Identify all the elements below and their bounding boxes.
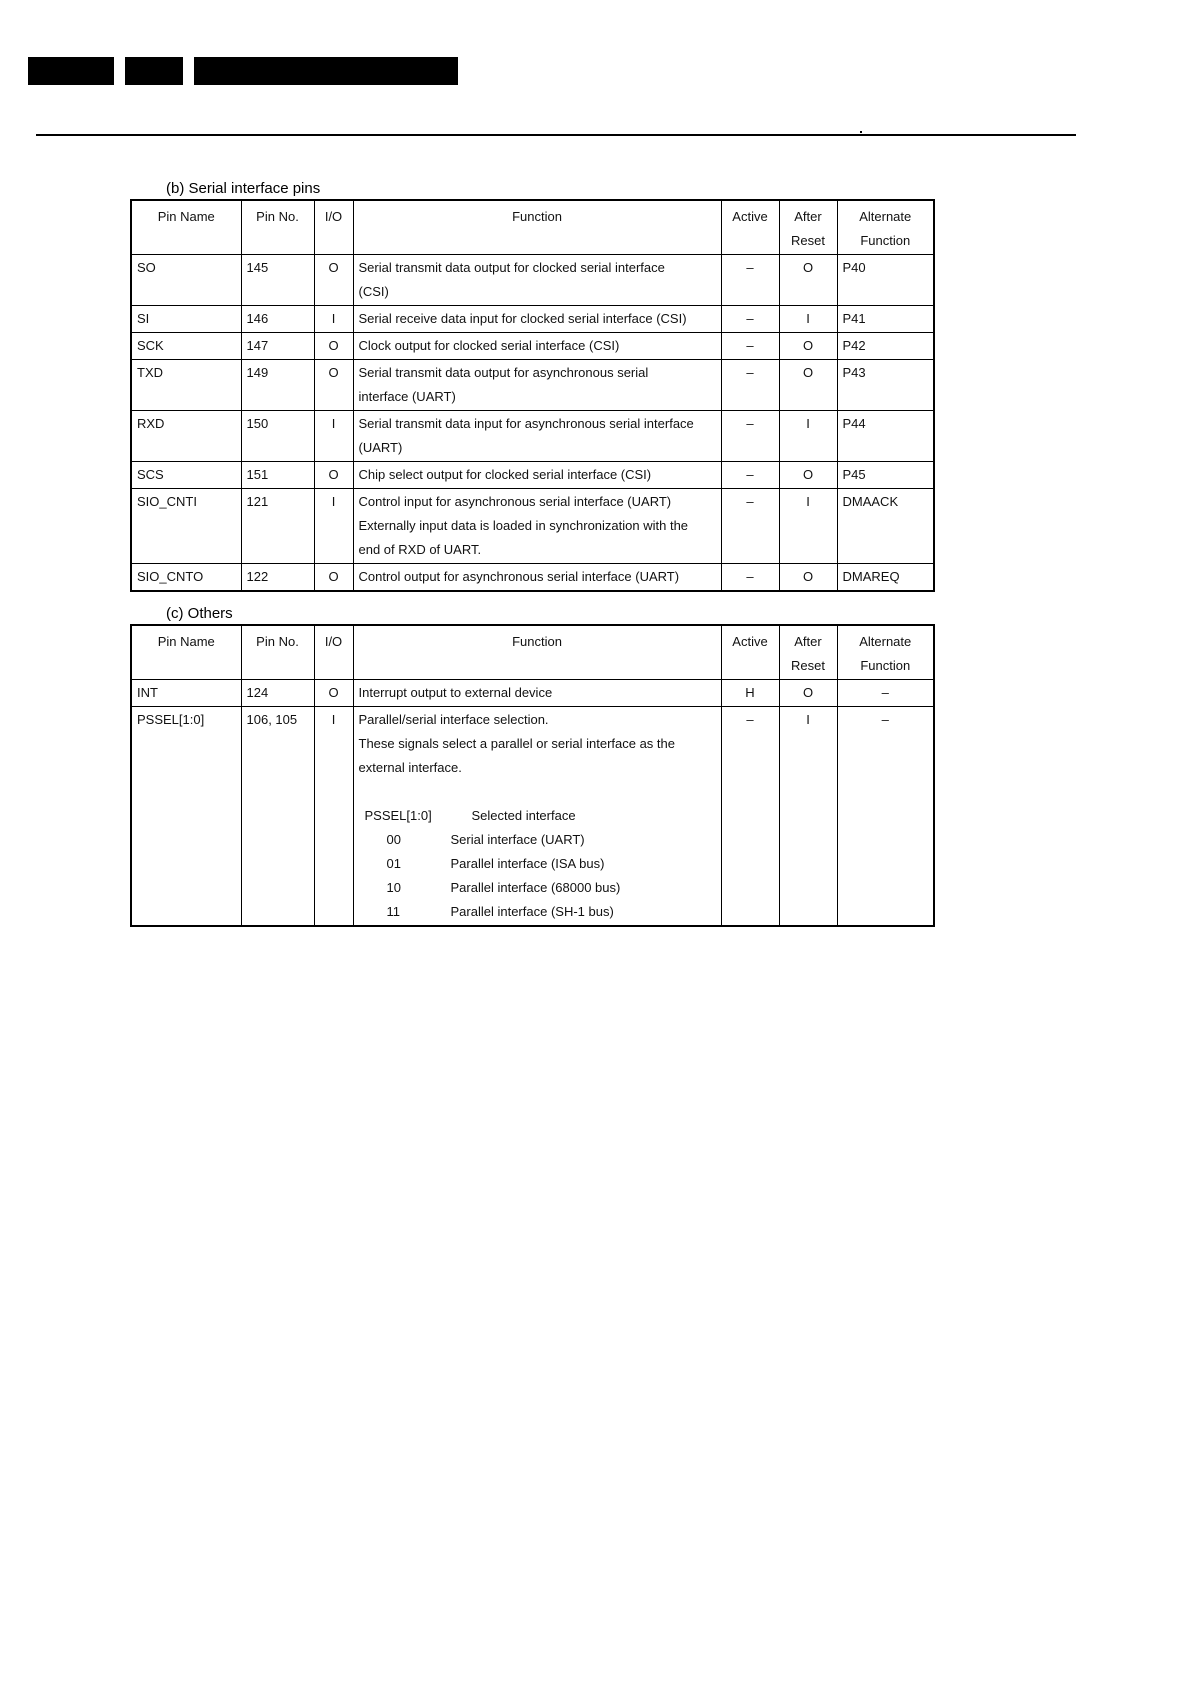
- table-row: [131, 462, 934, 489]
- pin-no: 145: [241, 255, 314, 306]
- pin-io: I: [314, 306, 353, 333]
- table-row: [131, 411, 934, 462]
- pin-alternate: DMAREQ: [837, 564, 934, 592]
- col-after-reset: After Reset: [779, 200, 837, 255]
- pin-function: Control output for asynchronous serial interface (UART): [353, 564, 721, 592]
- pin-name: RXD: [131, 411, 241, 462]
- pin-active: –: [721, 306, 779, 333]
- col-pin-no: Pin No.: [241, 200, 314, 255]
- header-block-3: [194, 57, 458, 85]
- pin-active: –: [721, 411, 779, 462]
- col-io: I/O: [314, 625, 353, 680]
- serial-pins-table: [130, 199, 935, 592]
- pin-function: Serial transmit data input for asynchronous serial interface (UART): [353, 411, 721, 462]
- pin-active: –: [721, 255, 779, 306]
- pin-io: O: [314, 564, 353, 592]
- pin-name: INT: [131, 680, 241, 707]
- pin-name: SO: [131, 255, 241, 306]
- col-alternate-function: Alternate Function: [837, 200, 934, 255]
- col-pin-no: Pin No.: [241, 625, 314, 680]
- pin-name: SI: [131, 306, 241, 333]
- table-row: [131, 680, 934, 707]
- pin-alternate: P44: [837, 411, 934, 462]
- pin-no: 122: [241, 564, 314, 592]
- pin-alternate: –: [837, 680, 934, 707]
- col-function: Function: [353, 625, 721, 680]
- pin-io: O: [314, 680, 353, 707]
- pin-active: –: [721, 333, 779, 360]
- pin-name: TXD: [131, 360, 241, 411]
- pin-active: –: [721, 707, 779, 927]
- pin-function: Serial transmit data output for asynchronous serial interface (UART): [353, 360, 721, 411]
- pin-alternate: P45: [837, 462, 934, 489]
- header-dot: [860, 131, 862, 133]
- col-pin-name: Pin Name: [131, 200, 241, 255]
- pin-active: –: [721, 564, 779, 592]
- col-function: Function: [353, 200, 721, 255]
- header-rule: [36, 134, 1076, 136]
- serial-section-title: (b) Serial interface pins: [166, 180, 321, 197]
- pin-alternate: P43: [837, 360, 934, 411]
- pin-function: Serial receive data input for clocked serial interface (CSI): [353, 306, 721, 333]
- pin-name: PSSEL[1:0]: [131, 707, 241, 927]
- pin-after-reset: O: [779, 333, 837, 360]
- table-row: [131, 564, 934, 592]
- pin-after-reset: I: [779, 306, 837, 333]
- others-pins-table: [130, 624, 935, 927]
- pin-no: 121: [241, 489, 314, 564]
- table-row: [131, 489, 934, 564]
- col-active: Active: [721, 200, 779, 255]
- pin-alternate: –: [837, 707, 934, 927]
- pin-no: 147: [241, 333, 314, 360]
- pin-no: 106, 105: [241, 707, 314, 927]
- pin-after-reset: O: [779, 255, 837, 306]
- pin-io: O: [314, 255, 353, 306]
- pin-active: –: [721, 489, 779, 564]
- pssel-option: 11 Parallel interface (SH-1 bus): [386, 904, 614, 919]
- pin-io: O: [314, 333, 353, 360]
- pin-function: Serial transmit data output for clocked serial interface (CSI): [353, 255, 721, 306]
- pin-no: 124: [241, 680, 314, 707]
- pssel-option: 10 Parallel interface (68000 bus): [386, 880, 621, 895]
- pin-after-reset: O: [779, 462, 837, 489]
- pin-alternate: P42: [837, 333, 934, 360]
- pssel-option: 01 Parallel interface (ISA bus): [386, 856, 605, 871]
- pin-active: H: [721, 680, 779, 707]
- col-alternate-function: Alternate Function: [837, 625, 934, 680]
- pin-alternate: DMAACK: [837, 489, 934, 564]
- serial-header-row: [131, 200, 934, 255]
- pin-no: 150: [241, 411, 314, 462]
- col-after-reset: After Reset: [779, 625, 837, 680]
- table-row: [131, 360, 934, 411]
- others-section-title: (c) Others: [166, 605, 233, 622]
- pin-no: 146: [241, 306, 314, 333]
- pin-function: Parallel/serial interface selection. These signals select a parallel or serial interface as the external interface. PSSEL[1:0] Selected interface 00 Serial interface (UART) 01 Parallel interface (ISA bus) 10 Parallel interface (68000 bus) 11 Parallel interface (SH-1 bus): [353, 707, 721, 927]
- pin-io: I: [314, 707, 353, 927]
- table-row: [131, 255, 934, 306]
- pin-io: I: [314, 411, 353, 462]
- pin-no: 149: [241, 360, 314, 411]
- col-pin-name: Pin Name: [131, 625, 241, 680]
- pssel-sub-header: PSSEL[1:0] Selected interface: [364, 808, 576, 823]
- pin-function: Clock output for clocked serial interface (CSI): [353, 333, 721, 360]
- col-active: Active: [721, 625, 779, 680]
- pin-after-reset: I: [779, 707, 837, 927]
- pin-after-reset: O: [779, 564, 837, 592]
- table-row: [131, 306, 934, 333]
- pin-active: –: [721, 360, 779, 411]
- header-block-2: [125, 57, 183, 85]
- pin-function: Chip select output for clocked serial interface (CSI): [353, 462, 721, 489]
- pin-alternate: P40: [837, 255, 934, 306]
- pin-name: SCK: [131, 333, 241, 360]
- pin-after-reset: I: [779, 411, 837, 462]
- header-block-1: [28, 57, 114, 85]
- pin-active: –: [721, 462, 779, 489]
- pin-io: O: [314, 462, 353, 489]
- pin-name: SIO_CNTI: [131, 489, 241, 564]
- table-row: [131, 333, 934, 360]
- others-header-row: [131, 625, 934, 680]
- col-io: I/O: [314, 200, 353, 255]
- pin-alternate: P41: [837, 306, 934, 333]
- pin-name: SCS: [131, 462, 241, 489]
- table-row: [131, 707, 934, 927]
- pin-after-reset: O: [779, 360, 837, 411]
- pin-after-reset: O: [779, 680, 837, 707]
- pin-name: SIO_CNTO: [131, 564, 241, 592]
- pssel-option: 00 Serial interface (UART): [386, 832, 585, 847]
- pin-no: 151: [241, 462, 314, 489]
- pin-io: I: [314, 489, 353, 564]
- pin-function: Interrupt output to external device: [353, 680, 721, 707]
- pin-io: O: [314, 360, 353, 411]
- pin-function: Control input for asynchronous serial interface (UART) Externally input data is loaded in synchronization with the end of RXD of UART.: [353, 489, 721, 564]
- pin-after-reset: I: [779, 489, 837, 564]
